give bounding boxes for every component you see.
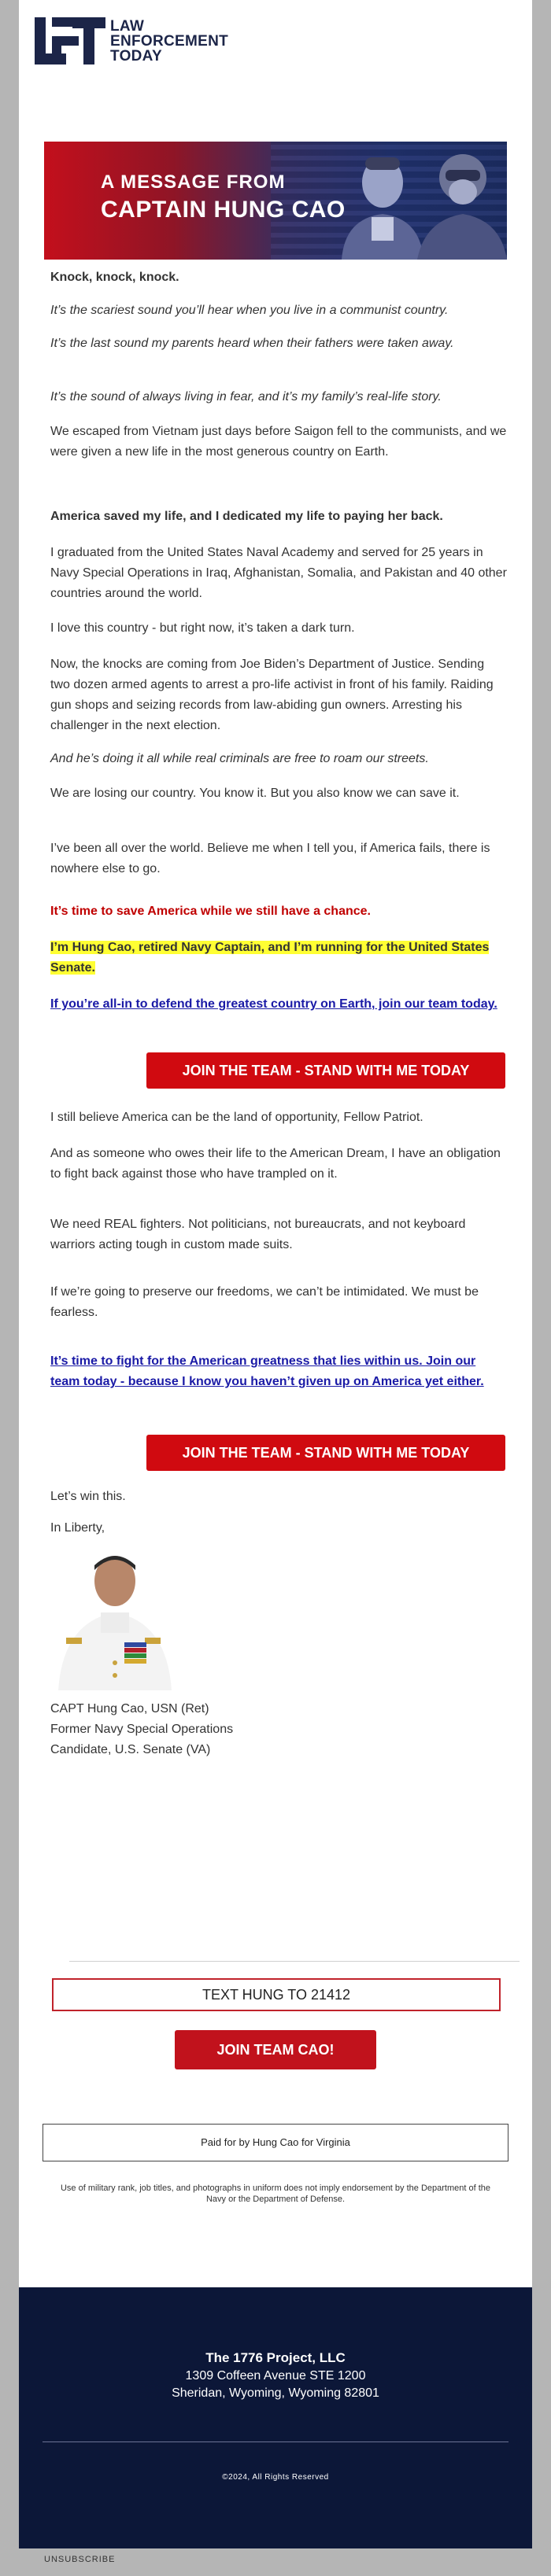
paragraph-save-america: It’s time to save America while we still have a chance. — [50, 905, 371, 918]
signature-name: CAPT Hung Cao, USN (Ret) — [50, 1702, 209, 1715]
message-banner — [44, 142, 507, 260]
signature-title: Former Navy Special Operations — [50, 1723, 234, 1736]
paragraph-losing: We are losing our country. You know it. But you also know we can save it. — [50, 787, 460, 800]
military-disclaimer: Use of military rank, job titles, and photographs in uniform does not imply endorsement by the Department of the Navy or the Department of Defense. — [60, 2184, 490, 2204]
paragraph-opportunity: I still believe America can be the land of opportunity, Fellow Patriot. — [50, 1111, 423, 1124]
footer-address-line-1: 1309 Coffeen Avenue STE 1200 — [185, 2369, 366, 2383]
paragraph-fearless: If we’re going to preserve our freedoms, we can’t be intimidated. We must be fearless. — [50, 1285, 479, 1319]
text-hung-box[interactable]: TEXT HUNG TO 21412 — [52, 1978, 501, 2011]
unsubscribe-link[interactable]: UNSUBSCRIBE — [44, 2555, 116, 2564]
join-team-button-1[interactable]: JOIN THE TEAM - STAND WITH ME TODAY — [146, 1052, 505, 1089]
section-divider — [69, 1961, 520, 1962]
footer-divider — [43, 2441, 508, 2442]
footer-copyright: ©2024, All Rights Reserved — [222, 2473, 329, 2482]
let-logo-icon — [35, 17, 105, 64]
paragraph-knock: Knock, knock, knock. — [50, 271, 179, 284]
pilot-illustration — [414, 142, 507, 260]
paragraph-world: I’ve been all over the world. Believe me when I tell you, if America fails, there is nowhere else to go. — [50, 842, 490, 875]
paragraph-doj: Now, the knocks are coming from Joe Biden’s Department of Justice. Sending two dozen armed agents to arrest a pro-life activist in front of his family. Raiding gun shops and seizing records from law-abiding gun owners. Arresting his challenger in the next election. — [50, 658, 494, 732]
footer-organization: The 1776 Project, LLC — [205, 2350, 346, 2365]
paragraph-running — [50, 938, 507, 978]
paragraph-fear: It’s the sound of always living in fear, and it’s my family’s real-life story. — [50, 390, 442, 404]
banner-pre-title: A MESSAGE FROM — [101, 171, 286, 193]
paragraph-win: Let’s win this. — [50, 1490, 126, 1503]
paragraph-obligation: And as someone who owes their life to the American Dream, I have an obligation to fight back against those who have trampled on it. — [50, 1147, 501, 1181]
paragraph-naval-academy: I graduated from the United States Naval Academy and served for 25 years in Navy Special Operations in Iraq, Afghanistan, Somalia, and Pakistan and 40 other countries around the world. — [50, 546, 507, 600]
join-team-cao-button[interactable]: JOIN TEAM CAO! — [175, 2030, 376, 2069]
signature-candidate: Candidate, U.S. Senate (VA) — [50, 1743, 211, 1756]
logo-wordmark — [110, 19, 228, 64]
join-team-button-2[interactable]: JOIN THE TEAM - STAND WITH ME TODAY — [146, 1435, 505, 1471]
paragraph-criminals: And he’s doing it all while real criminals are free to roam our streets. — [50, 752, 429, 765]
footer-address-line-2: Sheridan, Wyoming, Wyoming 82801 — [172, 2386, 379, 2400]
paragraph-escaped: We escaped from Vietnam just days before Saigon fell to the communists, and we were given a new life in the most generous country on Earth. — [50, 425, 507, 459]
paragraph-real-fighters: We need REAL fighters. Not politicians, not bureaucrats, and not keyboard warriors acting tough in custom made suits. — [50, 1218, 466, 1251]
banner-name: CAPTAIN HUNG CAO — [101, 197, 346, 223]
paragraph-last-sound: It’s the last sound my parents heard when their fathers were taken away. — [50, 337, 454, 350]
logo-line-1: LAW — [110, 18, 145, 35]
join-team-link-2[interactable]: It’s time to fight for the American greatness that lies within us. Join our team today - because I know you haven’t given up on America yet either. — [50, 1354, 484, 1388]
highlighted-announcement: I’m Hung Cao, retired Navy Captain, and I’m running for the United States Senate. — [50, 941, 490, 975]
logo-line-3: TODAY — [110, 48, 162, 64]
paragraph-liberty: In Liberty, — [50, 1521, 105, 1535]
hung-cao-photo — [50, 1545, 176, 1690]
join-team-link-1[interactable]: If you’re all-in to defend the greatest country on Earth, join our team today. — [50, 997, 497, 1011]
email-card — [19, 0, 532, 2548]
footer — [19, 2287, 532, 2548]
paid-for-box: Paid for by Hung Cao for Virginia — [43, 2124, 508, 2161]
law-enforcement-today-logo[interactable] — [35, 17, 287, 64]
paragraph-dark-turn: I love this country - but right now, it’s taken a dark turn. — [50, 621, 355, 635]
paragraph-scariest: It’s the scariest sound you’ll hear when you live in a communist country. — [50, 304, 449, 317]
logo-line-2: ENFORCEMENT — [110, 33, 229, 50]
paragraph-saved: America saved my life, and I dedicated my life to paying her back. — [50, 510, 443, 523]
